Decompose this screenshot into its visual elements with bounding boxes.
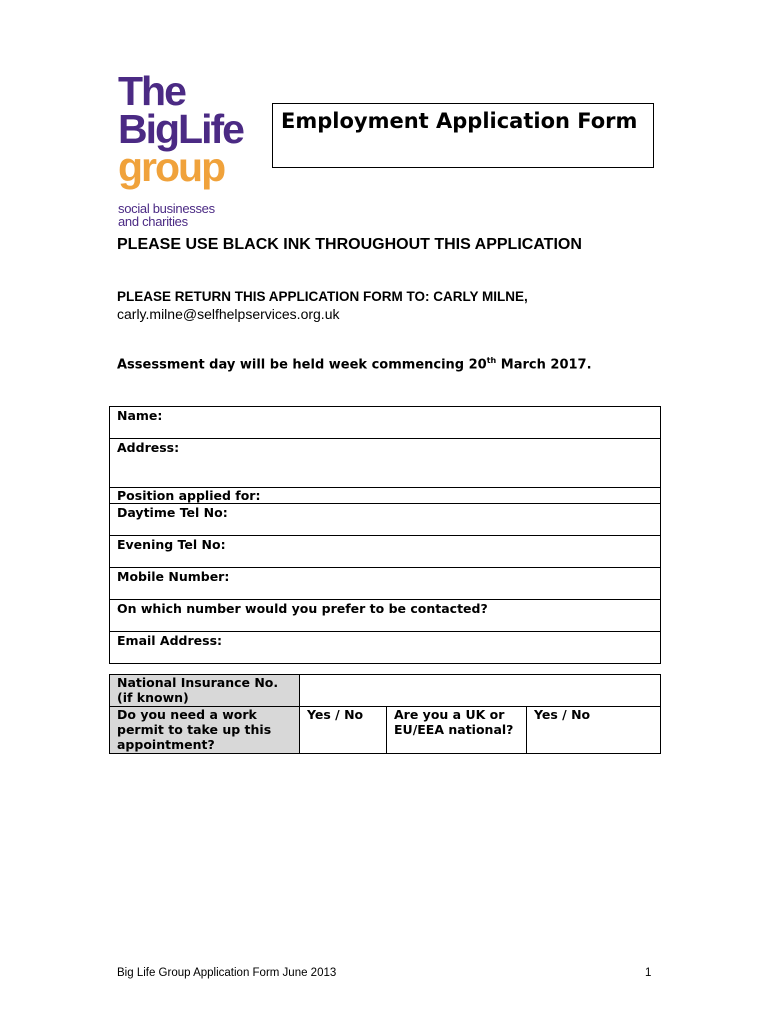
position-field[interactable] bbox=[110, 488, 661, 504]
name-field[interactable] bbox=[110, 407, 661, 439]
mobile-label: Mobile Number: bbox=[117, 569, 230, 584]
assessment-day-note bbox=[117, 356, 592, 372]
form-title: Employment Application Form bbox=[272, 103, 654, 168]
uk-national-label: Are you a UK or EU/EEA national? bbox=[387, 707, 527, 754]
table-row bbox=[110, 568, 661, 600]
name-label: Name: bbox=[117, 408, 163, 423]
logo-word-the: The bbox=[118, 68, 185, 114]
preferred-contact-label: On which number would you prefer to be contacted? bbox=[117, 601, 488, 616]
table-row bbox=[110, 536, 661, 568]
table-row bbox=[110, 707, 661, 754]
assessment-sup: th bbox=[486, 356, 497, 365]
logo-word-group: group bbox=[118, 144, 225, 190]
page-number: 1 bbox=[645, 967, 652, 979]
logo-tagline-1: social businesses bbox=[118, 201, 215, 216]
mobile-field[interactable] bbox=[110, 568, 661, 600]
table-row bbox=[110, 488, 661, 504]
table-row bbox=[110, 675, 661, 707]
assessment-prefix: Assessment day will be held week commencing 20 bbox=[117, 357, 487, 373]
daytime-tel-label: Daytime Tel No: bbox=[117, 505, 228, 520]
preferred-contact-field[interactable] bbox=[110, 600, 661, 632]
email-field[interactable] bbox=[110, 632, 661, 664]
assessment-suffix: March 2017. bbox=[496, 357, 592, 373]
email-label: Email Address: bbox=[117, 633, 223, 648]
uk-national-options[interactable]: Yes / No bbox=[527, 707, 661, 754]
table-row bbox=[110, 632, 661, 664]
address-field[interactable] bbox=[110, 439, 661, 488]
address-label: Address: bbox=[117, 440, 180, 455]
return-to-instruction: PLEASE RETURN THIS APPLICATION FORM TO: CARLY MILNE, bbox=[117, 289, 528, 304]
table-row bbox=[110, 407, 661, 439]
work-permit-label: Do you need a work permit to take up this appointment? bbox=[110, 707, 300, 754]
table-row bbox=[110, 600, 661, 632]
work-permit-options[interactable]: Yes / No bbox=[300, 707, 387, 754]
personal-details-table bbox=[109, 406, 661, 664]
logo-tagline-2: and charities bbox=[118, 214, 188, 229]
table-row bbox=[110, 504, 661, 536]
return-email[interactable]: carly.milne@selfhelpservices.org.uk bbox=[117, 306, 340, 322]
footer-text: Big Life Group Application Form June 2013 bbox=[117, 967, 337, 979]
position-label: Position applied for: bbox=[117, 488, 261, 503]
black-ink-instruction: PLEASE USE BLACK INK THROUGHOUT THIS APPLICATION bbox=[117, 236, 582, 253]
eligibility-table bbox=[109, 674, 661, 754]
evening-tel-field[interactable] bbox=[110, 536, 661, 568]
logo-word-biglife: BigLife bbox=[118, 106, 243, 152]
ni-input[interactable] bbox=[300, 675, 661, 707]
evening-tel-label: Evening Tel No: bbox=[117, 537, 226, 552]
daytime-tel-field[interactable] bbox=[110, 504, 661, 536]
table-row bbox=[110, 439, 661, 488]
ni-label: National Insurance No. (if known) bbox=[110, 675, 300, 707]
big-life-group-logo bbox=[118, 68, 278, 229]
